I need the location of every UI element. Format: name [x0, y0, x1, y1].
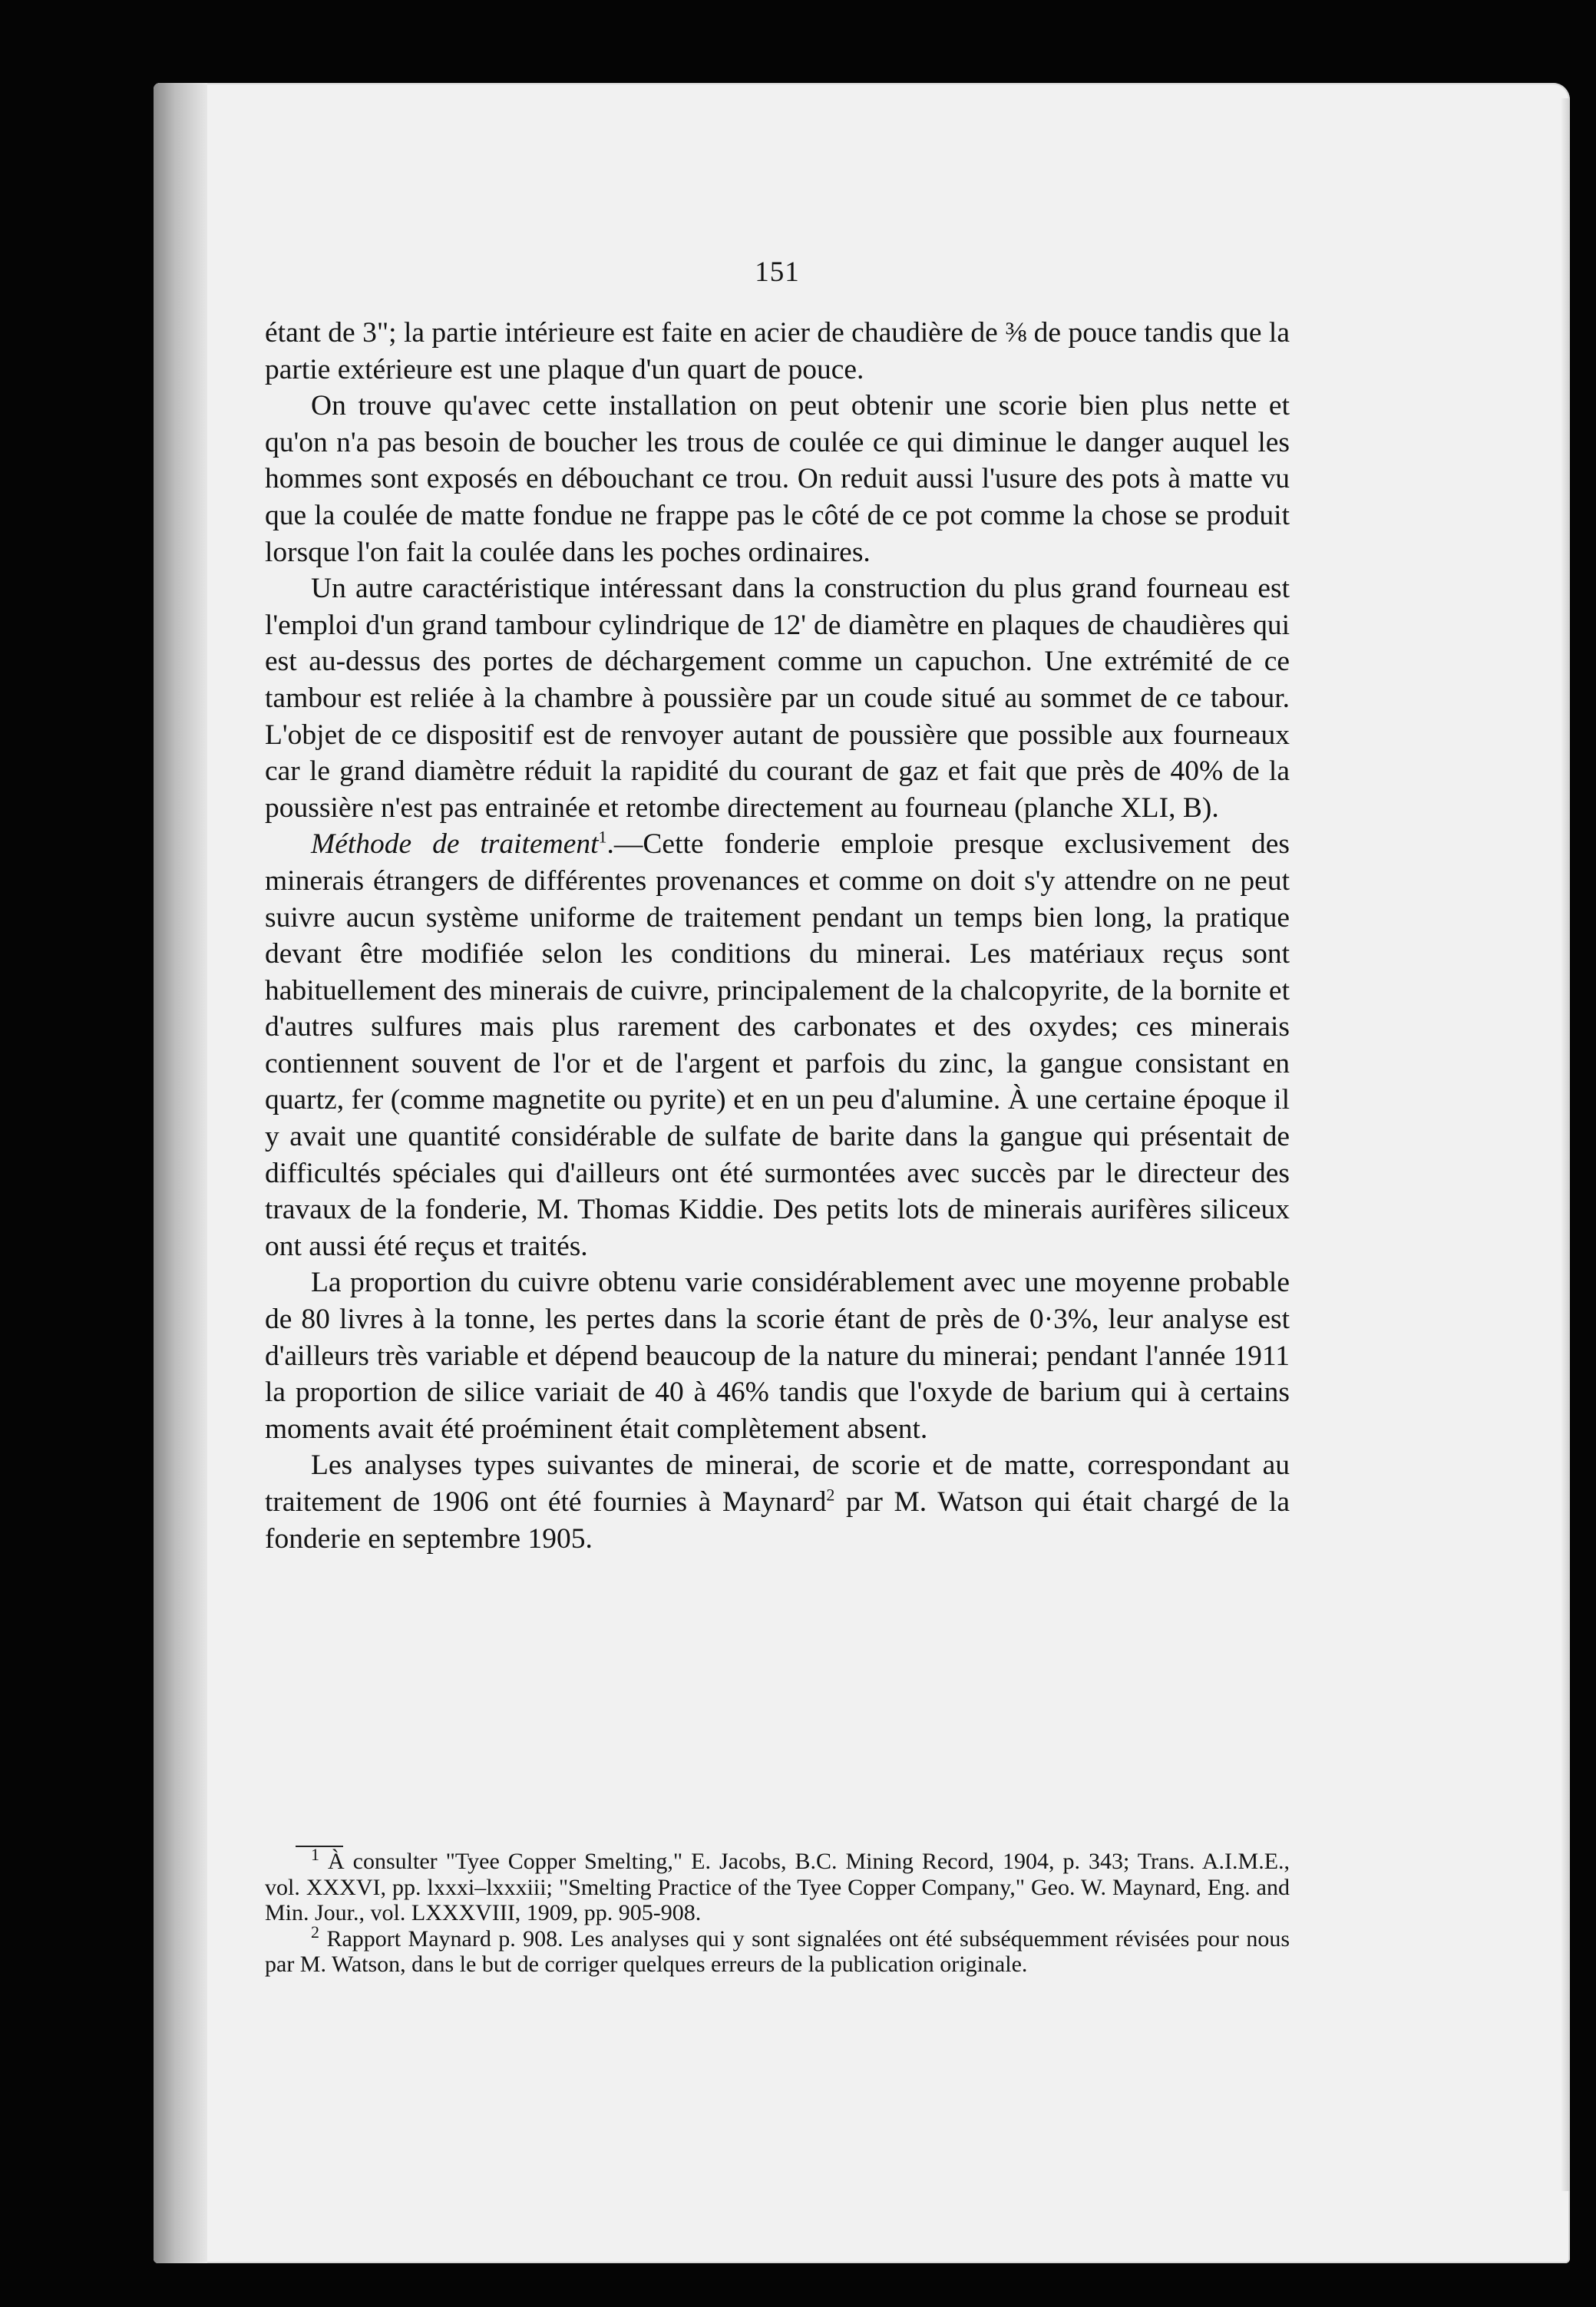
footnotes [265, 1845, 1290, 1978]
footnote-ref-2: 2 [826, 1485, 835, 1505]
paragraph-1: étant de 3"; la partie intérieure est faite en acier de chaudière de ⅜ de pouce tandis que la partie extérieure est une plaque d'un quart de pouce. [265, 317, 1290, 385]
page-edge [1561, 98, 1570, 2191]
footnote-1 [265, 1845, 1290, 1926]
body-text [265, 315, 1290, 1557]
footnote-ref-1: 1 [598, 827, 607, 847]
book-page [154, 83, 1570, 2263]
spine-shadow [154, 83, 207, 2263]
paragraph-proportion: La proportion du cuivre obtenu varie considérablement avec une moyenne probable de 80 livres à la tonne, les pertes dans la scorie étant de près de 0·3%, leur analyse est d'ailleurs très variable et dépend beaucoup de la nature du minerai; pendant l'année 1911 la proportion de silice variait de 40 à 46% tandis que l'oxyde de barium qui à certains moments avait été proéminent était complètement absent. [265, 1267, 1290, 1445]
analyses-text-start: Les analyses types suivantes de minerai, de scorie et de matte, correspondant au traitement de 1906 ont été fournies à Maynard [265, 1449, 1290, 1518]
method-heading: Méthode de traitement [311, 828, 599, 861]
paragraph-analyses [265, 1447, 1290, 1557]
footnote-divider [296, 1846, 343, 1847]
footnote-2 [265, 1922, 1290, 1978]
footnote-1-marker: 1 [311, 1845, 319, 1864]
footnote-2-text: Rapport Maynard p. 908. Les analyses qui y sont signalées ont été subséquemment révisées pour nous par M. Watson, dans le but de corriger quelques erreurs de la publication originale. [265, 1925, 1290, 1977]
paragraph-2: On trouve qu'avec cette installation on peut obtenir une scorie bien plus nette et qu'on n'a pas besoin de boucher les trous de coulée ce qui diminue le danger auquel les hommes sont exposés en débouchant ce trou. On reduit aussi l'usure des pots à matte vu que la coulée de matte fondue ne frappe pas le côté de ce pot comme la chose se produit lorsque l'on fait la coulée dans les poches ordinaires. [265, 390, 1290, 568]
analyses-text-end: par M. Watson qui était chargé de la fonderie en septembre 1905. [265, 1486, 1290, 1555]
footnote-2-marker: 2 [311, 1922, 319, 1942]
method-paragraph-text: .—Cette fonderie emploie presque exclusivement des minerais étrangers de différentes provenances et comme on doit s'y attendre on ne peut suivre aucun système uniforme de traitement pendant un temps bien long, la pratique devant être modifiée selon les conditions du minerai. Les matériaux reçus sont habituellement des minerais de cuivre, principalement de la chalcopyrite, de la bornite et d'autres sulfures mais plus rarement des carbonates et des oxydes; ces minerais contiennent souvent de l'or et de l'argent et parfois du zinc, la gangue consistant en quartz, fer (comme magnetite ou pyrite) et en un peu d'alumine. À une certaine époque il y avait une quantité considérable de sulfate de barite dans la gangue qui présentait de difficultés spéciales qui d'ailleurs ont été surmontées avec succès par le directeur des travaux de la fonderie, M. Thomas Kiddie. Des petits lots de minerais aurifères siliceux ont aussi été reçus et traités. [265, 828, 1290, 1262]
method-paragraph [265, 826, 1290, 1264]
paragraph-3: Un autre caractéristique intéressant dans la construction du plus grand fourneau est l'emploi d'un grand tambour cylindrique de 12' de diamètre en plaques de chaudières qui est au-dessus des portes de déchargement comme un capuchon. Une extrémité de ce tambour est reliée à la chambre à poussière par un coude situé au sommet de ce tabour. L'objet de ce dispositif est de renvoyer autant de poussière que possible aux fourneaux car le grand diamètre réduit la rapidité du courant de gaz et fait que près de 40% de la poussière n'est pas entrainée et retombe directement au fourneau (planche XLI, B). [265, 573, 1290, 824]
footnote-1-text: À consulter "Tyee Copper Smelting," E. Jacobs, B.C. Mining Record, 1904, p. 343; Trans. A.I.M.E., vol. XXXVI, pp. lxxxi–lxxxiii; "Smelting Practice of the Tyee Copper Company," Geo. W. Maynard, Eng. and Min. Jour., vol. LXXXVIII, 1909, pp. 905-908. [265, 1849, 1290, 1925]
page-number: 151 [755, 256, 800, 288]
